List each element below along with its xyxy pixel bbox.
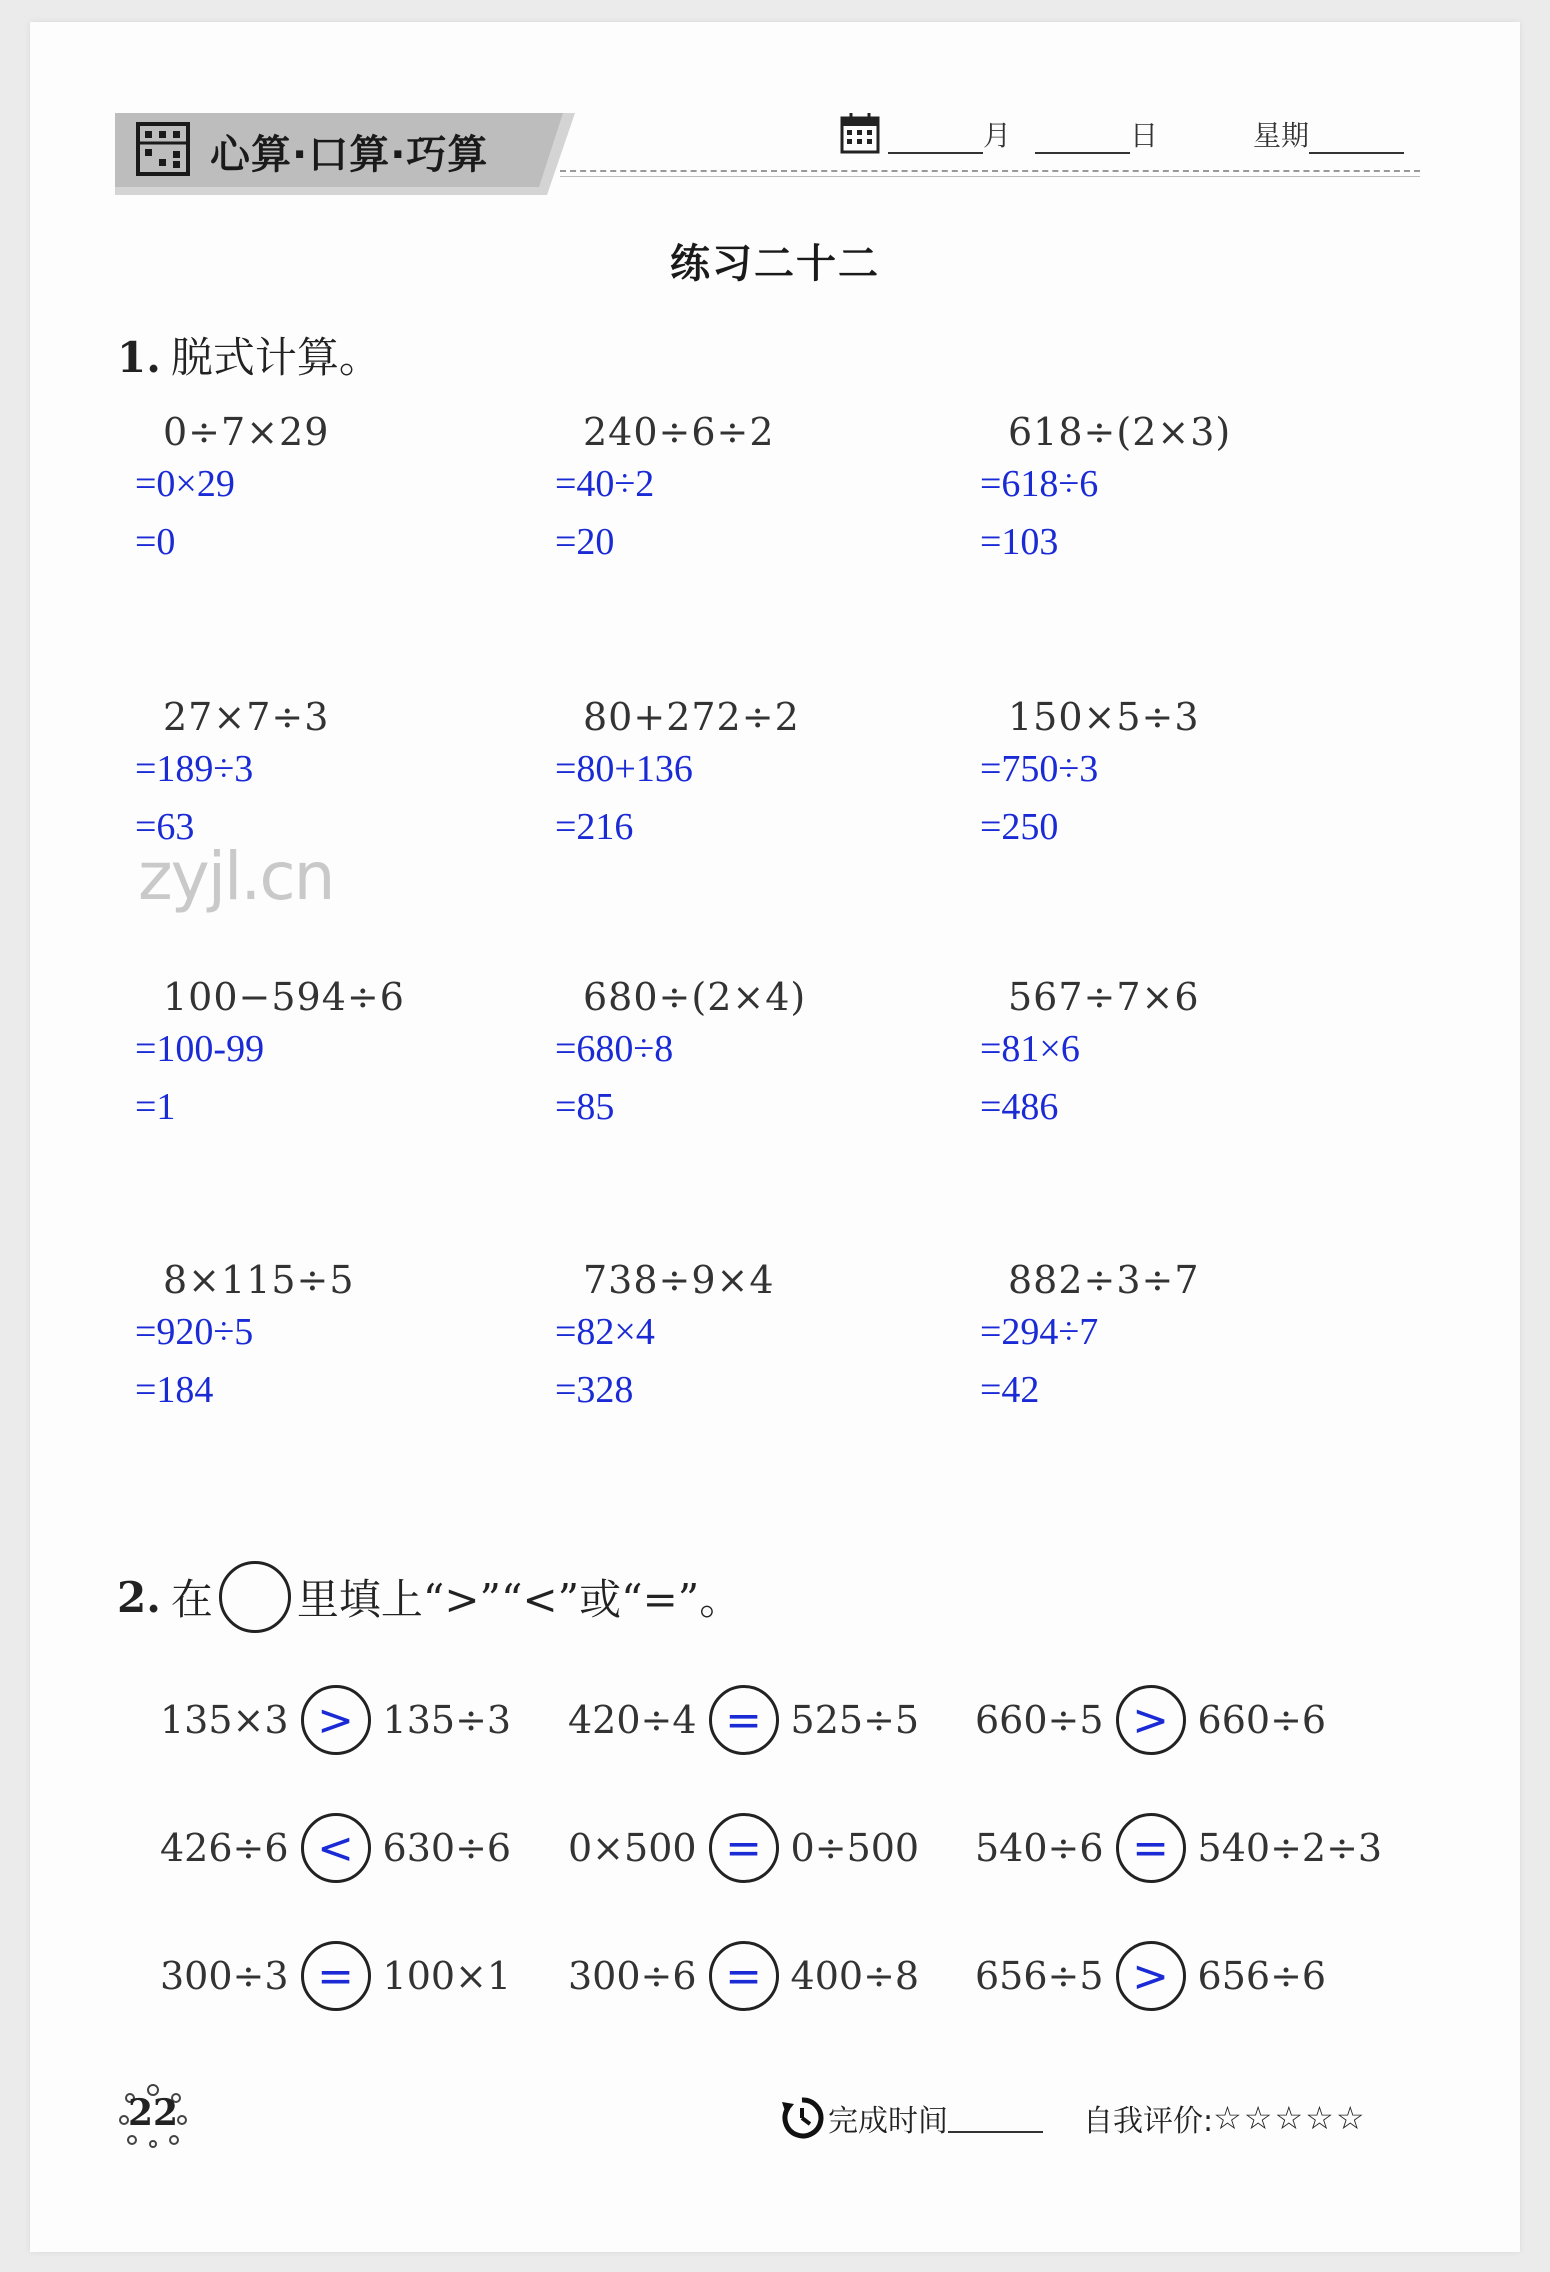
comparison-left: 426÷6 — [160, 1826, 289, 1870]
comparison-left: 420÷4 — [568, 1698, 697, 1742]
problem-result: =103 — [980, 521, 1059, 563]
comparison-item — [568, 1936, 919, 2016]
footer-bar — [780, 2096, 1367, 2140]
problem-expression: 27×7÷3 — [163, 695, 330, 739]
problem-8 — [555, 975, 806, 1129]
problem-result: =250 — [980, 806, 1059, 848]
problem-result: =486 — [980, 1086, 1059, 1128]
problem-9 — [980, 975, 1200, 1129]
comparison-answer-circle[interactable]: = — [709, 1941, 779, 2011]
comparison-right: 660÷6 — [1197, 1698, 1327, 1742]
comparison-item — [160, 1680, 511, 1760]
comparison-right: 656÷6 — [1197, 1954, 1327, 1998]
comparison-answer-circle[interactable]: < — [301, 1813, 371, 1883]
comparison-right: 525÷5 — [790, 1698, 920, 1742]
problem-result: =63 — [135, 806, 195, 848]
problem-step: =81×6 — [980, 1028, 1080, 1070]
section2-number: 2. — [117, 1572, 161, 1622]
problem-step: =82×4 — [555, 1311, 655, 1353]
problem-expression: 80+272÷2 — [583, 695, 800, 739]
comparison-answer-circle[interactable]: = — [709, 1685, 779, 1755]
problem-1 — [135, 410, 329, 564]
comparison-item — [160, 1808, 511, 1888]
comparison-answer-circle[interactable]: = — [1116, 1813, 1186, 1883]
problem-step: =618÷6 — [980, 463, 1099, 505]
comparison-left: 300÷3 — [160, 1954, 289, 1998]
comparison-answer-circle[interactable]: > — [1116, 1685, 1186, 1755]
section2-title-after: 里填上“>”“<”或“=”。 — [296, 1575, 742, 1624]
problem-expression: 150×5÷3 — [1008, 695, 1200, 739]
comparison-item — [975, 1808, 1382, 1888]
comparison-item — [975, 1936, 1326, 2016]
problem-expression: 738÷9×4 — [583, 1258, 775, 1302]
weekday-blank[interactable] — [1309, 126, 1404, 154]
comparison-left: 135×3 — [160, 1698, 289, 1742]
problem-step: =0×29 — [135, 463, 235, 505]
problem-expression: 240÷6÷2 — [583, 410, 775, 454]
comparison-answer-circle[interactable]: = — [301, 1941, 371, 2011]
clock-icon — [780, 2096, 824, 2140]
problem-result: =1 — [135, 1086, 176, 1128]
comparison-item — [975, 1680, 1326, 1760]
problem-result: =0 — [135, 521, 176, 563]
problem-result: =328 — [555, 1369, 634, 1411]
month-label: 月 — [983, 119, 1012, 152]
problem-step: =294÷7 — [980, 1311, 1099, 1353]
date-fields — [840, 112, 1415, 162]
comparison-left: 656÷5 — [975, 1954, 1104, 1998]
comparison-right: 135÷3 — [382, 1698, 512, 1742]
header-divider — [560, 170, 1420, 172]
problem-5 — [555, 695, 800, 849]
comparison-answer-circle[interactable]: = — [709, 1813, 779, 1883]
problem-12 — [980, 1258, 1200, 1412]
problem-expression: 618÷(2×3) — [1008, 410, 1232, 454]
comparison-left: 0×500 — [568, 1826, 697, 1870]
problem-step: =80+136 — [555, 748, 693, 790]
comparison-answer-circle[interactable]: > — [301, 1685, 371, 1755]
problem-expression: 8×115÷5 — [163, 1258, 355, 1302]
watermark-text: zyjl.cn — [138, 838, 334, 915]
comparison-item — [160, 1936, 511, 2016]
problem-result: =20 — [555, 521, 615, 563]
problem-3 — [980, 410, 1231, 564]
problem-7 — [135, 975, 405, 1129]
problem-step: =680÷8 — [555, 1028, 674, 1070]
empty-circle-icon — [219, 1561, 291, 1633]
completion-time-blank[interactable] — [948, 2103, 1043, 2133]
comparison-right: 100×1 — [382, 1954, 512, 1998]
calendar-icon — [840, 112, 880, 154]
comparison-item — [568, 1680, 919, 1760]
problem-expression: 567÷7×6 — [1008, 975, 1200, 1019]
section-banner — [115, 105, 575, 195]
self-eval-label: 自我评价: — [1083, 2104, 1214, 2139]
section2-title-before: 在 — [170, 1575, 213, 1624]
problem-step: =40÷2 — [555, 463, 655, 505]
problem-10 — [135, 1258, 355, 1412]
problem-expression: 0÷7×29 — [163, 410, 330, 454]
problem-step: =189÷3 — [135, 748, 254, 790]
sheet-title: 练习二十二 — [670, 241, 880, 287]
problem-expression: 882÷3÷7 — [1008, 1258, 1200, 1302]
comparison-item — [568, 1808, 919, 1888]
weekday-label: 星期 — [1253, 119, 1310, 152]
section2-heading — [117, 1560, 741, 1634]
comparison-right: 540÷2÷3 — [1197, 1826, 1383, 1870]
section1-number: 1. — [117, 333, 161, 382]
problem-4 — [135, 695, 329, 849]
day-label: 日 — [1130, 119, 1159, 152]
comparison-left: 660÷5 — [975, 1698, 1104, 1742]
banner-title: 心算·口算·巧算 — [210, 132, 489, 178]
comparison-left: 300÷6 — [568, 1954, 697, 1998]
day-blank[interactable] — [1035, 126, 1130, 154]
completion-time-label: 完成时间 — [828, 2104, 948, 2139]
problem-expression: 680÷(2×4) — [583, 975, 807, 1019]
comparison-right: 630÷6 — [382, 1826, 512, 1870]
problem-step: =100-99 — [135, 1028, 265, 1070]
problem-2 — [555, 410, 775, 564]
problem-result: =184 — [135, 1369, 214, 1411]
comparison-right: 400÷8 — [790, 1954, 920, 1998]
problem-step: =920÷5 — [135, 1311, 254, 1353]
problem-step: =750÷3 — [980, 748, 1099, 790]
page-number: 22 — [127, 2092, 179, 2134]
problem-6 — [980, 695, 1200, 849]
comparison-right: 0÷500 — [790, 1826, 920, 1870]
section1-title: 脱式计算。 — [170, 333, 381, 382]
abacus-icon — [135, 121, 191, 177]
problem-result: =85 — [555, 1086, 615, 1128]
comparison-row — [0, 1680, 1550, 1760]
rating-stars[interactable]: ☆☆☆☆☆ — [1213, 2099, 1367, 2137]
problem-result: =42 — [980, 1369, 1040, 1411]
comparison-answer-circle[interactable]: > — [1116, 1941, 1186, 2011]
problem-11 — [555, 1258, 775, 1412]
section1-heading — [117, 325, 381, 385]
page-number-badge — [118, 2082, 188, 2148]
comparison-row — [0, 1936, 1550, 2016]
comparison-left: 540÷6 — [975, 1826, 1104, 1870]
problem-expression: 100−594÷6 — [163, 975, 405, 1019]
comparison-row — [0, 1808, 1550, 1888]
problem-result: =216 — [555, 806, 634, 848]
header-divider-line — [560, 176, 1420, 177]
month-blank[interactable] — [888, 126, 983, 154]
